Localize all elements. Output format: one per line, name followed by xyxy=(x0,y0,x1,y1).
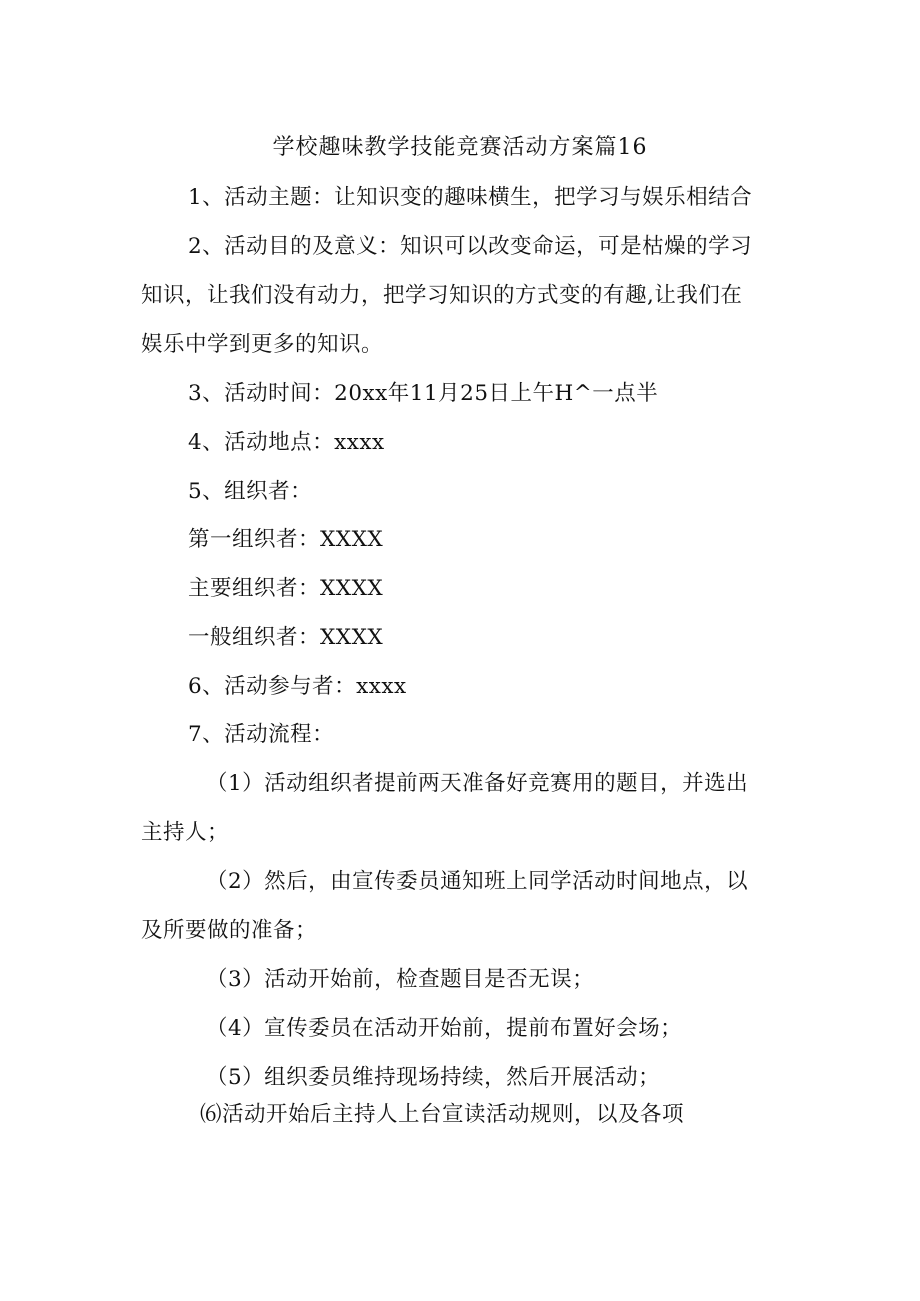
process-step-2-line-1: （2）然后，由宣传委员通知班上同学活动时间地点，以 xyxy=(206,869,749,894)
process-step-6: ⑹活动开始后主持人上台宣读活动规则，以及各项 xyxy=(200,1102,685,1127)
process-step-4: （4）宣传委员在活动开始前，提前布置好会场； xyxy=(206,1016,683,1041)
process-step-2-line-2: 及所要做的准备； xyxy=(141,918,318,943)
paragraph-time: 3、活动时间：20xx年11月25日上午H^一点半 xyxy=(188,381,659,406)
paragraph-location: 4、活动地点：xxxx xyxy=(188,430,385,455)
paragraph-theme: 1、活动主题：让知识变的趣味横生，把学习与娱乐相结合 xyxy=(188,185,753,210)
paragraph-organizers: 5、组织者： xyxy=(188,479,313,504)
process-step-5: （5）组织委员维持现场持续，然后开展活动； xyxy=(206,1065,661,1090)
process-step-1-line-1: （1）活动组织者提前两天准备好竞赛用的题目，并选出 xyxy=(206,771,749,796)
paragraph-purpose-line-3: 娱乐中学到更多的知识。 xyxy=(141,332,384,357)
paragraph-first-organizer: 第一组织者：XXXX xyxy=(188,527,384,552)
process-step-1-line-2: 主持人； xyxy=(141,820,230,845)
document-title: 学校趣味教学技能竞赛活动方案篇16 xyxy=(272,135,648,160)
paragraph-general-organizer: 一般组织者：XXXX xyxy=(188,625,384,650)
paragraph-purpose-line-1: 2、活动目的及意义：知识可以改变命运，可是枯燥的学习 xyxy=(188,234,753,259)
paragraph-participants: 6、活动参与者：xxxx xyxy=(188,674,407,699)
paragraph-purpose-line-2: 知识，让我们没有动力，把学习知识的方式变的有趣,让我们在 xyxy=(141,283,743,308)
paragraph-main-organizer: 主要组织者：XXXX xyxy=(188,576,384,601)
paragraph-process: 7、活动流程： xyxy=(188,722,335,747)
process-step-3: （3）活动开始前，检查题目是否无误； xyxy=(206,967,595,992)
